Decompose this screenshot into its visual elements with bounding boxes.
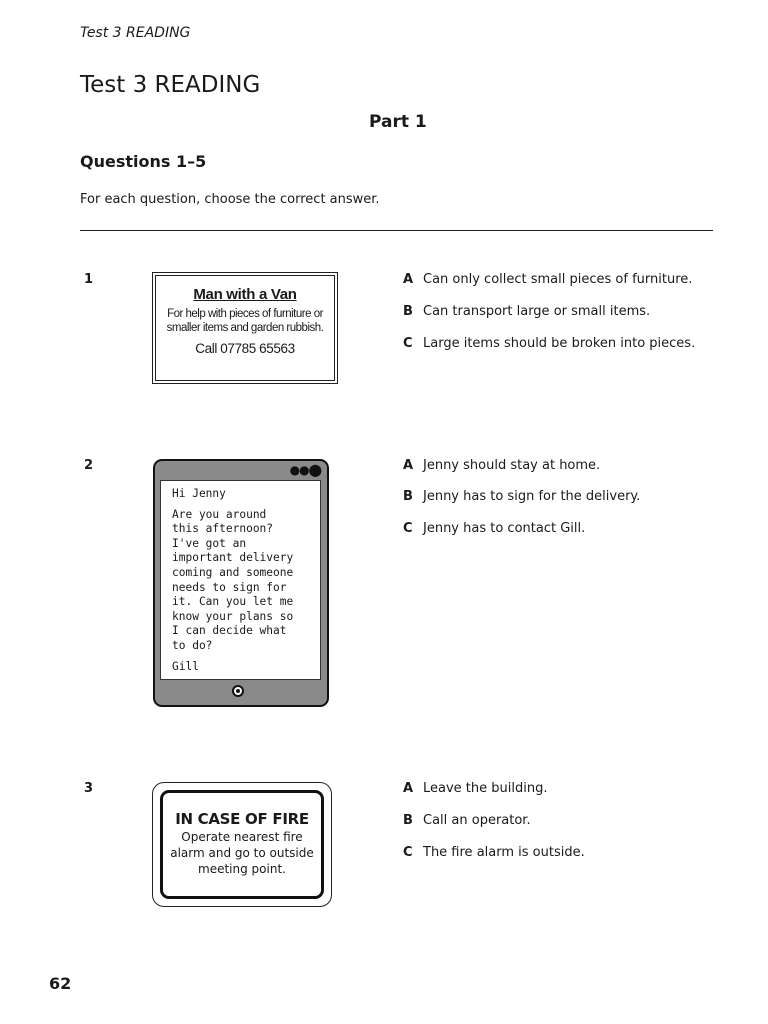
option-letter: B [403,304,413,319]
home-button-icon [232,685,244,697]
option-c[interactable] [403,521,585,536]
option-a[interactable] [403,781,547,796]
question-number: 2 [84,458,94,473]
notice-body: For help with pieces of furniture or smaller items and garden rubbish. [166,308,324,334]
option-letter: C [403,521,413,536]
option-letter: C [403,336,413,351]
option-text: Can only collect small pieces of furniture. [423,272,693,287]
divider-rule [80,230,713,231]
question-number: 3 [84,781,94,796]
option-c[interactable] [403,845,585,860]
notice-phone: Call 07785 65563 [195,341,295,356]
option-b[interactable] [403,813,531,828]
sign-title: IN CASE OF FIRE [175,810,309,828]
option-letter: C [403,845,413,860]
text-message [160,480,321,680]
fire-sign [152,782,332,907]
option-b[interactable] [403,304,650,319]
option-text: Can transport large or small items. [423,304,651,319]
option-letter: B [403,489,413,504]
running-head: Test 3 READING [80,25,191,41]
option-c[interactable] [403,336,695,351]
option-text: Leave the building. [423,781,548,796]
option-letter: A [403,781,414,796]
van-notice [152,272,338,384]
option-a[interactable] [403,272,692,287]
sign-body: Operate nearest fire alarm and go to outside meeting point. [170,830,314,876]
phone-illustration [153,459,329,707]
message-body: Are you around this afternoon? I've got an important delivery coming and someone needs to sign for it. Can you let me know your plans so I can decide what to do? [172,507,294,652]
option-text: The fire alarm is outside. [423,845,585,860]
option-b[interactable] [403,489,640,504]
message-greeting: Hi Jenny [172,487,226,500]
option-letter: A [403,458,414,473]
option-letter: B [403,813,413,828]
page-number: 62 [49,974,72,993]
phone-camera-icon: ●●⬤ [289,463,321,477]
option-text: Large items should be broken into pieces. [423,336,696,351]
option-text: Call an operator. [423,813,531,828]
message-signoff: Gill [172,659,199,673]
option-a[interactable] [403,458,600,473]
instruction-text: For each question, choose the correct answer. [80,192,380,207]
part-title: Part 1 [369,112,427,132]
questions-heading: Questions 1–5 [80,152,207,171]
option-text: Jenny should stay at home. [423,458,601,473]
option-text: Jenny has to contact Gill. [423,521,586,536]
page-title: Test 3 READING [80,72,261,98]
notice-title: Man with a Van [193,286,297,303]
option-text: Jenny has to sign for the delivery. [423,489,641,504]
option-letter: A [403,272,414,287]
question-number: 1 [84,272,94,287]
